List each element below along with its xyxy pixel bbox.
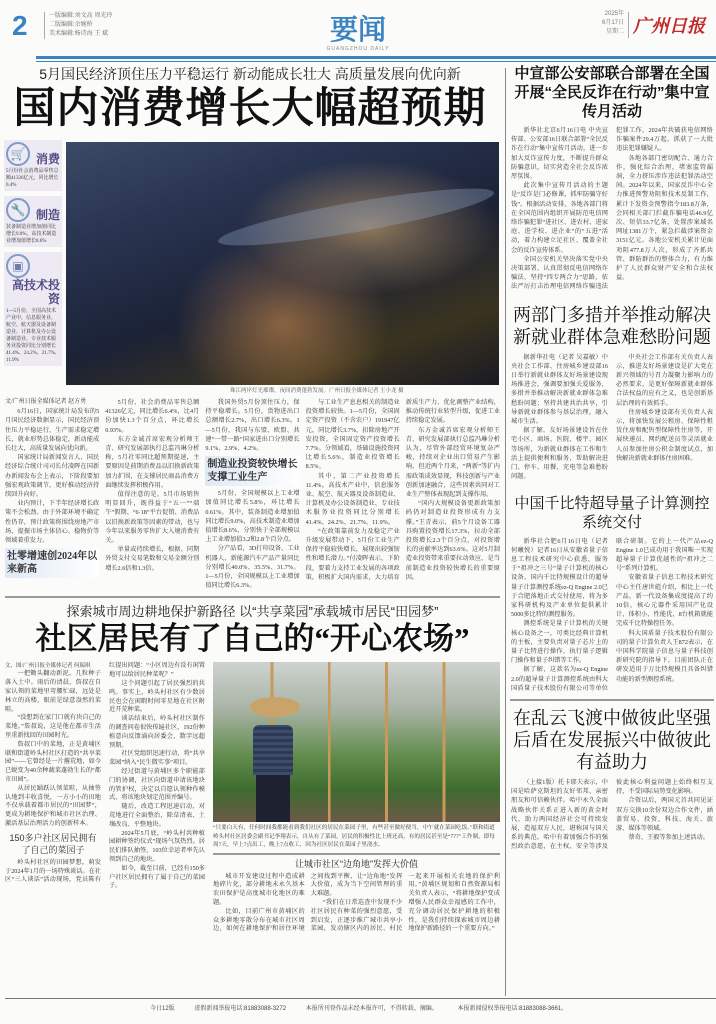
subhead: 社零增速创2024年以来新高 bbox=[5, 548, 99, 578]
paragraph: 社区党组织迅速行动，将“共享菜园”纳入“民生微实事”项目。 bbox=[109, 750, 205, 767]
paragraph: 5月份，社会消费品零售总额41326亿元，同比增长6.4%，比4月份加快1.3个百分点，环比增长0.93%。 bbox=[105, 399, 200, 434]
paragraph: 与工业生产息息相关的制造业投资增长较快。1—5月份，全国固定资产投资（不含农户）191947亿元，同比增长3.7%，扣除房地产开发投资，全国固定资产投资增长7.7%。分领域看，基础设施投资同比增长5.6%，制造业投资增长8.5%。 bbox=[305, 399, 400, 471]
paragraph: 业内预计，下半年经济增长政策不会松劲。由于外部环境不确定性仍存，预计政策将围绕房地产市场、提振市场主体信心、稳物价等领域着重发力。 bbox=[5, 500, 100, 545]
paragraph: “在政策靠前发力及稳定产业升级发展带动下，5月份工业生产保持平稳较快增长，展现出较强韧性和增长潜力。”付凌晖表示，下阶段，要着力支持工业发展的各项政策，积极扩大国内需求，大力培育新质生产力，优化调整产业结构，推动传统行业转型升级，促进工业持续稳定发展。 bbox=[305, 399, 500, 581]
info-text: 装备制造业增加值同比增长9.0%，高技术制造业增加值增长8.6% bbox=[6, 225, 57, 244]
wrench-icon: 🔧 bbox=[6, 198, 30, 222]
shopping-cart-icon: 🛒 bbox=[6, 142, 30, 166]
info-title: 制造 bbox=[35, 208, 60, 222]
paragraph: “国内大规模设备更新政策加码仍对制造业投资形成有力支撑。”王青表示，前5个月设备工器具购置投资增长17.3%，拉动全部投资增长2.3个百分点，对投资增长的贡献率达到63.6%。这对5月制造业投资带来重要拉动效应，是当前制造业投资较快增长的重要原因。 bbox=[405, 500, 500, 581]
footer-item: 本报新闻侵权举报电话:81883088-3661。 bbox=[457, 1006, 568, 1012]
subhead: 150多户社区居民拥有了自己的菜园子 bbox=[9, 832, 97, 855]
date-day: 6月17日 bbox=[601, 20, 624, 26]
paragraph: 科大国盾量子技术股份有限公司的量子计算负责人王872表示，在中国科学院量子信息与量子科技创新研究院的指导下，目前团队正在研发适用于万比特规模且具备纠错功能的新型测控系统。 bbox=[616, 629, 713, 683]
story-body bbox=[510, 537, 714, 693]
paragraph: 合资以后，两国元首共同见证双方交换10余份双边合作文件，涵盖贸易、投资、科技、海关、旅游、媒体等领域。 bbox=[616, 797, 713, 832]
page-number: 2 bbox=[12, 10, 28, 41]
divider bbox=[510, 699, 714, 701]
paragraph: 一把锄头翻动新泥，几粒种子落入土中。雨后的清晨，詹叔在自家认领的菜地里弯腰忙碌，远处是林立的高楼，眼前是绿意盎然的菜畦。 bbox=[5, 670, 101, 713]
date-weekday: 星期二 bbox=[605, 29, 624, 35]
photo-caption: “只要白天有，任何时间我都能看到我们社区的居民在菜园子里，有些甚至做好便当，中午就在菜园吃饭。”联和街道岭头村社区居委会副书记李翔表示，自从有了菜园，居民的积极性比上班还高，有的居民甚至是“777”工作制，即每周7天，早上7点出工，晚上7点收工，因为社区居民在菜园子里浇水。 bbox=[213, 825, 495, 849]
footer-item: 今日12版 bbox=[150, 1006, 175, 1012]
issue-date bbox=[580, 10, 624, 37]
story-headline: 中国千比特超导量子计算测控系统交付 bbox=[514, 494, 710, 531]
story-headline: 社区居民有了自己的“开心农场” bbox=[35, 621, 470, 657]
infographic-item bbox=[4, 196, 62, 247]
paragraph: “没想到在家门口就有块自己的菜地。”詹叔说，这是他在都市生活里重新找回的田园时光。 bbox=[5, 714, 101, 740]
paragraph: 詹叔口中的菜地，正是黄埔区联和街道岭头村社区打造的“共享菜园”——它曾经是一片撂荒地，如今已蜕变为40余种蔬菜蓬勃生长的“都市田园”。 bbox=[5, 740, 101, 784]
story-body bbox=[510, 778, 714, 852]
info-title: 消费 bbox=[35, 152, 60, 166]
paragraph: 经过街道与黄埔区多个职能部门的协调，社区向街道申请该地块的管护权，决定以自愿认领种作模式，将该地块划定范围并编号。 bbox=[109, 768, 205, 802]
footer-rule bbox=[5, 998, 716, 999]
newspaper-logo: 广州日报 bbox=[628, 12, 705, 38]
paragraph: 分产品看，3D打印设备、工业机器人、新能源汽车产品产量同比分别增长40.0%、35.5%、31.7%。1—5月份，全国规模以上工业增加值同比增长6.3%。 bbox=[205, 545, 300, 590]
subhead: 制造业投资较快增长 支撑工业生产 bbox=[205, 456, 299, 486]
paragraph: 其中，第二产业投资增长11.4%。高技术产业中，信息服务业、航空、航天器及设备制造业、计算机及办公设备制造业、专业技术服务业投资同比分别增长41.4%、24.2%、21.7%、11.9%。 bbox=[305, 472, 400, 526]
story-body bbox=[5, 662, 205, 934]
story-body bbox=[510, 353, 714, 482]
info-text: 1—5月份，全国高技术产业中，信息服务业、航空、航天器及设备制造业、计算机及办公设备制造业、专业技术服务业投资同比分别增长41.4%、24.2%、21.7%、11.9% bbox=[6, 309, 60, 363]
paragraph: 测控系统是量子计算机的关键核心设备之一，可类比经典计算机的主板，主要负责对量子芯片上的量子比特进行操作，执行量子逻辑门操作和量子纠错等工作。 bbox=[511, 620, 608, 665]
story-headline: 在乱云飞渡中做彼此坚强后盾在发展振兴中做彼此有益助力 bbox=[513, 707, 711, 772]
story-photo-column bbox=[213, 662, 500, 934]
editor-line: 二版编辑:余婉桥 bbox=[49, 22, 93, 28]
editors bbox=[44, 12, 112, 39]
infographic bbox=[4, 140, 62, 371]
subhead: 让城市社区“边角地”发挥大价值 bbox=[295, 858, 418, 869]
paragraph: （上接1版）托卡耶夫表示，中国是哈萨克斯坦的友好邻邦、亲密朋友和可信赖伙伴。哈中永久全面战略伙伴关系正进入新的黄金时代，助力两国经济社会可持续发展，造福双方人民，堪称国与国关系的典范。哈中有着加强合作的强烈政治意愿，在主权、安全等涉及彼此核心利益问题上始终相互支持，不受国际局势变化影响。 bbox=[511, 778, 713, 851]
paragraph: 东方金诚首席宏观分析师王青、研究发展部执行总监冯琳分析称，5月社零同比超预期提速，主要原因是前期消费品以旧换新政策加力扩围，在支撑居民商品消费方面继续发挥积极作用。 bbox=[105, 435, 200, 489]
paragraph: 从居民踊跃认领菜畦，从抽签认地到丰收喜悦，一方小小的田地不仅承载着都市居民的“田园梦”，更成为耕地保护和城市社区治理、激活基层治理活力的创新样本。 bbox=[5, 784, 101, 827]
editor-line: 一版编辑:刘文高 周光玲 bbox=[49, 13, 113, 19]
story-headline: 中宣部公安部联合部署在全国开展“全民反诈在行动”集中宣传月活动 bbox=[514, 65, 710, 120]
paragraph: 如今，截至目前，已经有150多户社区居民拥有了属于自己的菜园子。 bbox=[109, 864, 205, 890]
paragraph: 住房城乡建设部有关负责人表示，将加快发展公租房、保障性租赁住房和配售型保障性住房等，开展快递员、网约配送员等灵活就业人员参加住房公积金制度试点，加快解决新就业群体住房困难。 bbox=[616, 408, 713, 462]
divider bbox=[213, 853, 500, 855]
byline: 文/广州日报全媒体记者 赵方勇 bbox=[5, 399, 87, 405]
story-body bbox=[510, 126, 714, 292]
section-subtitle: GUANGZHOU DAILY bbox=[326, 46, 390, 52]
city-night-photo bbox=[66, 142, 499, 385]
info-text: 5月份社会消费品零售总额41326亿元，同比增长6.4% bbox=[6, 169, 59, 188]
paragraph: 全国公安机关坚决落实党中央决策部署，认真贯彻反电信网络诈骗法，坚持“四专两合力”思路，依法严厉打击治理电信网络诈骗违法犯罪工作，2024年共破获电信网络诈骗案件29.4万起，抓获了一大批违法犯罪嫌疑人。 bbox=[511, 127, 713, 291]
column-divider bbox=[505, 68, 506, 996]
divider bbox=[5, 596, 500, 598]
paragraph: 据了解，友好场景建设旨在住宅小区、商场、医院、楼宇、园区等场所，为新就业群体在工作和生活上提供便利和服务，帮助解决进门、停车、用餐、充电等急难愁盼问题。 bbox=[511, 427, 608, 481]
infographic-item bbox=[4, 140, 62, 191]
paragraph: 城市开发建设过程中造成耕地碎片化，部分耕地未永久基本农田保护是高度城市化地区的难题。 bbox=[213, 872, 305, 907]
paragraph: 5月份，全国规模以上工业增加值同比增长5.8%，环比增长0.61%。其中，装备制造业增加值同比增长9.0%，高技术制造业增加值增长8.6%，分别快于全部规模以上工业增加值3.2和2.8个百分点。 bbox=[205, 490, 300, 544]
infographic-item bbox=[4, 252, 62, 366]
paragraph: 中央社会工作部有关负责人表示，推进友好场景建设是扩大党在新兴领域的号召力凝聚力影响力的必然要求，是更好保障新就业群体合法权益的应有之义，也是创新基层治理的有效抓手。 bbox=[616, 353, 713, 407]
left-flow bbox=[5, 398, 500, 934]
story-body bbox=[213, 873, 500, 935]
info-title: 高技术投资 bbox=[11, 278, 60, 306]
paragraph: “我们在日常巡查中发现不少社区居民有种菜的强烈意愿，受到启发，正逐步推广城市共享小菜园，发动辖区内的居民、村民一起来开展相关农地的保护利用。”黄埔区规划和自然资源局相关负责人表示，“将耕地保护变成增强人民群众幸福感的工作中，充分调动居民保护耕地的积极性，是我们持续探索城市周边耕地保护新路径的一个重要方向。” bbox=[310, 872, 500, 933]
lead-body bbox=[5, 398, 500, 590]
paragraph: 岭头村社区的田园梦想，萌发于2024年1月的一场特殊谈话。在社区“三人谈话”活动现场，党员陈有红提出问题：“小区周边有没有闲置地可以给居民种菜呢？” bbox=[5, 662, 205, 884]
paragraph: 据新华社电（记者 吴嘉敏）中央社会工作部、住房城乡建设部16日举行新就业群体友好场景建设现场推进会，强调要加强关爱服务，多措并举推动解决新就业群体急难愁盼问题；坚持共建共治共享，引导新就业群体参与基层治理，融入城市生活。 bbox=[511, 353, 608, 426]
paragraph: 6月16日，国家统计局发布的5月国民经济数据显示，国民经济顶住压力平稳运行，生产需求稳定增长，就业形势总体稳定，新动能成长壮大，高质量发展向优向新。 bbox=[5, 408, 100, 453]
paragraph: 这个问题引起了居民强烈的共鸣。事实上，岭头村社区有少数居民也会在闲暇时间零星地在社区附近开荒种菜。 bbox=[109, 680, 205, 714]
chip-icon: ▣ bbox=[6, 254, 30, 278]
story-row bbox=[5, 662, 500, 934]
story-headline: 两部门多措并举推动解决新就业群体急难愁盼问题 bbox=[513, 304, 711, 347]
footer bbox=[150, 1003, 585, 1012]
paragraph: 安徽省量子信息工程技术研究中心主任唐世彪介绍，相比上一代产品，新一代设备集成度提高了约10倍，核心元器件采用国产化设计，体积小、性能优，8台机箱就能完成千比特操控任务。 bbox=[616, 574, 713, 628]
byline: 文、图/广州日报全媒体记者 何瑞琪 bbox=[5, 663, 91, 670]
header-rule bbox=[36, 56, 716, 62]
paragraph: 2024年5月底，“岭头村共种植园耕种签约仪式”现场气氛热烈。居民们排队抽签，103位幸运者率先认领到自己的地块。 bbox=[109, 829, 205, 863]
paragraph: 国家统计局新闻发言人、国民经济综合统计司司长付凌晖在国新办新闻发布会上表示，下阶段要加强宏观政策调节，更好推动经济持续回升向好。 bbox=[5, 454, 100, 499]
paragraph: 据了解，这款名为ez-Q Engine 2.0的超导量子计算测控系统由科大国盾量子技术股份有限公司等单位联合研制。它的上一代产品ez-Q Engine 1.0已成功用于我国唯一实现超导量子计算优越性的“祖冲之二号”系列计算机。 bbox=[511, 537, 713, 692]
lead-headline: 国内消费增长大幅超预期 bbox=[13, 86, 487, 132]
paragraph: 各地各部门密切配合、通力合作，强化综合治理，堵塞监管漏洞，全力挤压涉诈违法犯罪活动空间。2024年以来，国家反诈中心全力推进预警劝阻和技术反制工作，累计下发资金预警指令183.8万条，会同相关部门拦截诈骗电话46.9亿次、短信33.7亿条，处置涉案域名网址1381万个，紧急拦截涉案资金3151亿元。各地公安机关累计见面劝阻477.8万人次，形成了齐抓共管、群防群治的整体合力，有力维护了人民群众财产安全和合法权益。 bbox=[616, 154, 713, 282]
paragraph: 谈话结束后，岭头村社区制作的调查问卷很快传遍社区，192份种植意向反馈涌向居委会，数字远超预期。 bbox=[109, 715, 205, 749]
paragraph: 蔡奇、王毅等参加上述活动。 bbox=[628, 834, 709, 842]
paragraph: 新华社北京6月16日电 中央宣传部、公安部16日联合部署“全民反诈在行动”集中宣传月活动，进一步加大反诈宣传力度，不断提升群众防骗意识，切实营造全社会反诈浓厚氛围。 bbox=[511, 127, 608, 181]
lead-subtitle: 5月国民经济顶住压力平稳运行 新动能成长壮大 高质量发展向优向新 bbox=[39, 66, 461, 82]
photo-caption: 珠江两岸灯光璀璨，夜间消费蓬勃发展。广州日报全媒体记者 王小龙 摄 bbox=[230, 388, 404, 394]
editor-line: 美术编辑:杨诗海 王 斌 bbox=[49, 31, 109, 37]
section-title: 要闻 bbox=[329, 15, 386, 46]
paragraph: 单量或持续增长，根据、同期外贸支付交易笔数和交易金额分别增长2.6倍和1.3倍。 bbox=[105, 546, 200, 572]
footer-item: 本报所刊登作品未经本报许可，不得转载、摘编。 bbox=[305, 1006, 438, 1012]
footer-item: 虚假新闻举报电话:81883088-3272 bbox=[194, 1006, 287, 1012]
paragraph: 值得注意的是，5月市场销售明显回升，既得益于“五一”“端午”假期、“6·18”平台促销、消费品以旧换新政策等因素的带动，也与今年以来服务零售扩大入境消费有关。 bbox=[105, 491, 200, 545]
paragraph: 比如，目前广州市黄埔区的众多耕地零散分布在城市社区周边，如何在耕地保护和居住环境之间找到平衡，让“边角地”发挥大价值，成为当下空间管理的重大难题。 bbox=[213, 872, 403, 933]
right-column bbox=[510, 64, 714, 852]
story-subtitle: 探索城市周边耕地保护新路径 以“共享菜园”承载城市居民“田园梦” bbox=[66, 604, 439, 620]
paragraph: 东方金诚首席宏观分析师王青、研究发展部执行总监冯琳分析认为，尽管外部经贸环境复杂严峻，持续对企业出口贸易产生影响，但近两个月来，“两新”等扩内需政策成效显现，科技创新与产业创新加速融合，这些因素共同对工业生产整体表现起到支撑作用。 bbox=[405, 426, 500, 499]
garden-photo bbox=[213, 662, 500, 822]
paragraph: 我国外贸5月份顶住压力，保持平稳增长。5月份，货物进出口总额增长2.7%，出口增长6.3%。1—5月份，我国与东盟、欧盟、共建“一带一路”国家进出口分别增长9.1%、2.9%、4.2%。 bbox=[205, 399, 300, 453]
paragraph: 此次集中宣传月活动的主题是“反诈是门必修课，抓牢防骗守好钱”。根据活动安排，各地各部门将在全国范围内组织开展防范电信网络诈骗犯罪“进社区、进农村、进家庭、进学校、进企业”的“五进”活动，着力构建立足社区、覆盖全社会的反诈宣传体系。 bbox=[511, 182, 608, 254]
date-year: 2025年 bbox=[604, 11, 624, 17]
paragraph: 随后，改造工程迅速启动，对荒地进行全面整治，除草清表、土壤改良、平整地块。 bbox=[109, 803, 205, 828]
paragraph: 新华社合肥6月16日电（记者 何曦悦）记者16日从安徽省量子信息工程技术研究中心获悉，服务于“祖冲之三号”量子计算机的核心设备、国内千比特规模设计的超导量子计算测控系统ez-Q Engine 2.0已于合肥落地正式交付使用，将为多家科研机构及产业单位提供累计5000多比特的测控服务。 bbox=[511, 537, 608, 619]
